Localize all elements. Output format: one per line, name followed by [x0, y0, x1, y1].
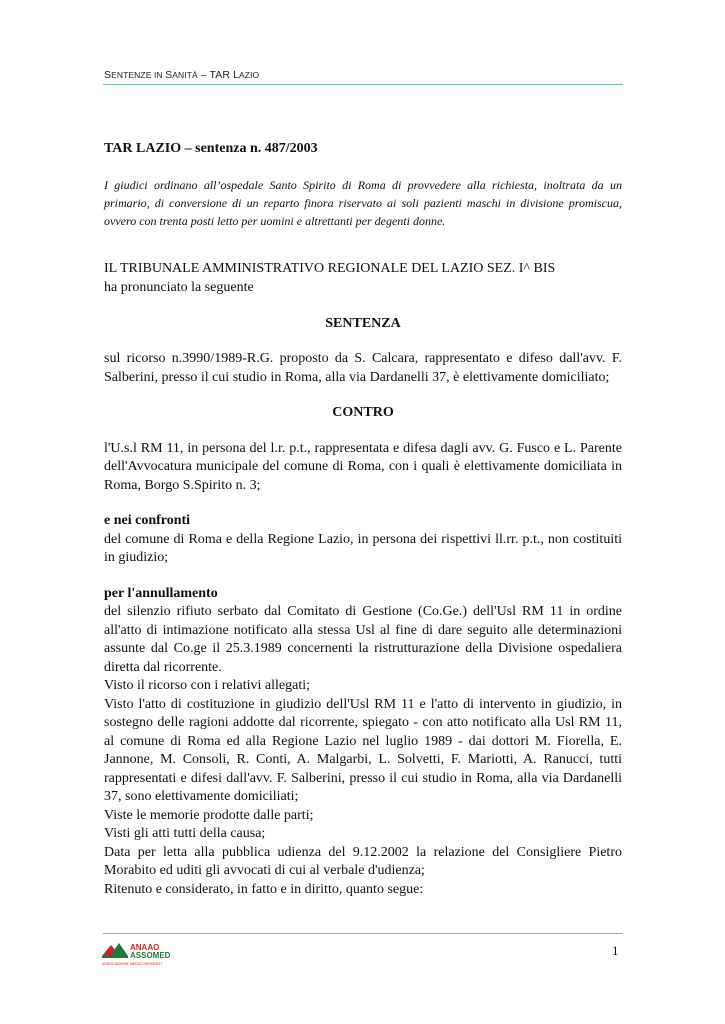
logo-assomed-text: ASSOMED — [130, 951, 171, 960]
contro-paragraph: l'U.s.l RM 11, in persona del l.r. p.t., rappresentata e difesa dagli avv. G. Fusco e L. Parente dell'Avvocatura municipale del comune di Roma, con i quali è elettivamente domiciliata in Roma, Borgo S.Spirito n. 3; — [104, 440, 622, 493]
viste-memorie: Viste le memorie prodotte dalle parti; — [104, 807, 314, 823]
tribunal-block — [104, 259, 622, 297]
logo-base — [102, 956, 128, 958]
header-text: S — [104, 69, 112, 81]
header-text: ENTENZE IN — [111, 70, 166, 80]
logo-anaao-text: ANAAO — [130, 943, 160, 952]
running-header — [104, 69, 259, 81]
confronti-section — [104, 512, 622, 568]
header-divider — [103, 84, 623, 85]
header-text: – TAR L — [197, 69, 240, 81]
ricorso-paragraph: sul ricorso n.3990/1989-R.G. proposto da S. Calcara, rappresentato e difeso dall'avv. F. Salberini, presso il cui studio in Roma, alla via Dardanelli 37, è elettivamente domiciliato; — [104, 351, 622, 385]
annullamento-section — [104, 585, 622, 900]
heading-contro: CONTRO — [332, 405, 394, 420]
document-title: TAR LAZIO – sentenza n. 487/2003 — [104, 141, 318, 156]
visti-atti: Visti gli atti tutti della causa; — [104, 826, 266, 841]
annullamento-heading: per l'annullamento — [104, 585, 218, 601]
header-text: AZIO — [239, 70, 260, 80]
header-text: S — [165, 69, 173, 81]
tribunal-intro: ha pronunciato la seguente — [104, 279, 254, 295]
confronti-text: del comune di Roma e della Regione Lazio, in persona dei rispettivi ll.rr. p.t., non costituiti in giudizio; — [104, 531, 622, 565]
heading-sentenza: SENTENZA — [325, 315, 401, 331]
document-body — [104, 140, 622, 899]
header-text: ANITÀ — [172, 70, 198, 80]
visto-costituzione: Visto l'atto di costituzione in giudizio dell'Usl RM 11 e l'atto di intervento in giudizio, in sostegno delle ragioni addotte dal ricorrente, spiegato - con atto notificato alla Usl RM 11, al comune di Roma ed alla Regione Lazio nel luglio 1989 - dai dottori M. Fiorella, E. Jannone, M. Consoli, R. Conti, A. Malgarbi, L. Solvetti, F. Mariotti, A. Ranucci, tutti rappresentati e difesi dall'avv. F. Salberini, presso il cui studio in Roma, alla via Dardanelli 37, sono elettivamente domiciliati; — [104, 696, 622, 804]
tribunal-name: IL TRIBUNALE AMMINISTRATIVO REGIONALE DEL LAZIO SEZ. I^ BIS — [104, 260, 556, 276]
annullamento-text: del silenzio rifiuto serbato dal Comitato di Gestione (Co.Ge.) dell'Usl RM 11 in ordine all'atto di intimazione notificato alla stessa Usl al fine di dare seguito alle determinazioni assunte dal Co.ge il 25.3.1989 concernenti la ristrutturazione della Divisione ospedaliera diretta dal ricorrente. — [104, 604, 622, 675]
document-abstract: I giudici ordinano all’ospedale Santo Spirito di Roma di provvedere alla richiesta, inoltrata da un primario, di conversione di un reparto finora riservato ai soli pazienti maschi in divisione promiscua, ovvero con trenta posti letto per uomini e altrettanti per degenti donne. — [104, 177, 622, 228]
page-number: 1 — [612, 943, 619, 958]
visto-ricorso: Visto il ricorso con i relativi allegati; — [104, 678, 310, 693]
ritenuto: Ritenuto e considerato, in fatto e in diritto, quanto segue: — [104, 881, 424, 897]
confronti-heading: e nei confronti — [104, 513, 191, 528]
footer-divider — [103, 933, 623, 934]
anaao-assomed-logo — [102, 941, 182, 969]
data-udienza: Data per letta alla pubblica udienza del 9.12.2002 la relazione del Consigliere Pietro Morabito ed uditi gli avvocati di cui al verbale d'udienza; — [104, 844, 622, 878]
logo-tagline: ASSOCIAZIONE MEDICI DIRIGENTI — [102, 962, 162, 966]
